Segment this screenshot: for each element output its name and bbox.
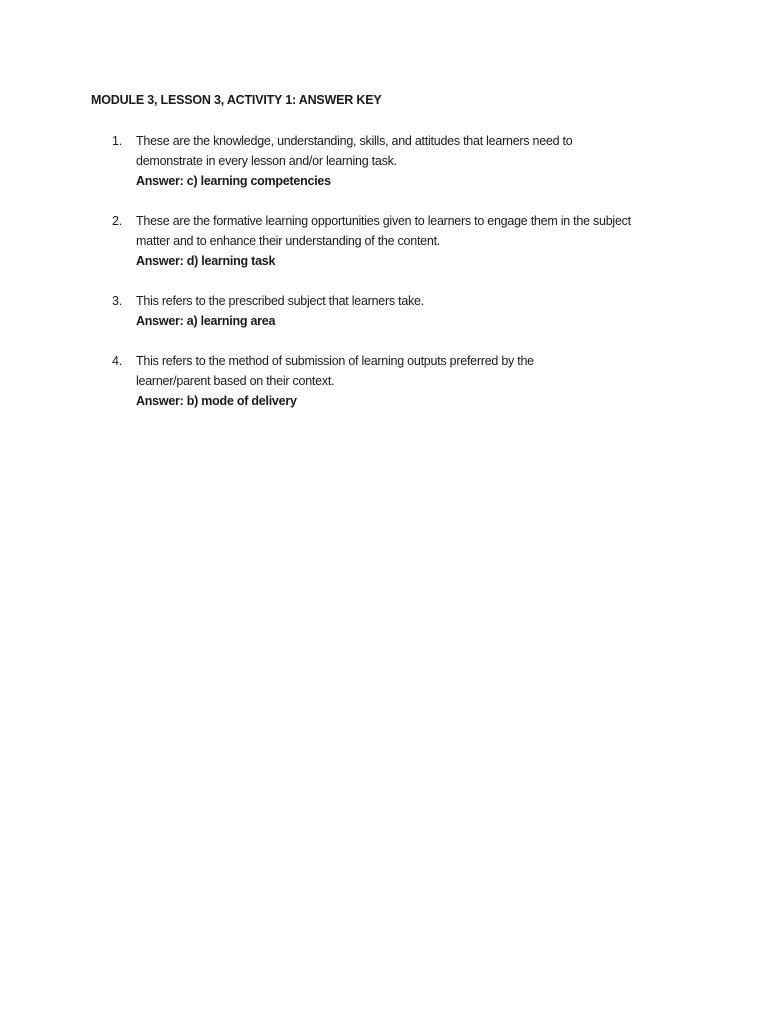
question-list (0, 131, 768, 431)
question-body (136, 131, 681, 191)
question-item-2 (0, 211, 768, 271)
document-title: MODULE 3, LESSON 3, ACTIVITY 1: ANSWER KEY (91, 93, 382, 107)
question-text-line: This refers to the prescribed subject that learners take. (136, 294, 424, 308)
question-number: 2. (112, 214, 123, 228)
question-number: 1. (112, 134, 123, 148)
question-body (136, 291, 681, 331)
question-text-line: This refers to the method of submission of learning outputs preferred by the (136, 354, 534, 368)
question-number: 4. (112, 354, 123, 368)
question-item-4 (0, 351, 768, 411)
question-text-line: demonstrate in every lesson and/or learning task. (136, 154, 397, 168)
question-body (136, 211, 681, 271)
question-item-3 (0, 291, 768, 331)
answer-text: Answer: c) learning competencies (136, 174, 331, 188)
answer-text: Answer: b) mode of delivery (136, 394, 297, 408)
question-item-1 (0, 131, 768, 191)
question-text-line: matter and to enhance their understanding of the content. (136, 234, 441, 248)
question-text-line: These are the formative learning opportunities given to learners to engage them in the subject (136, 214, 631, 228)
question-text-line: learner/parent based on their context. (136, 374, 335, 388)
question-text-line: These are the knowledge, understanding, skills, and attitudes that learners need to (136, 134, 573, 148)
question-body (136, 351, 681, 411)
question-number: 3. (112, 294, 123, 308)
answer-text: Answer: d) learning task (136, 254, 276, 268)
answer-text: Answer: a) learning area (136, 314, 276, 328)
